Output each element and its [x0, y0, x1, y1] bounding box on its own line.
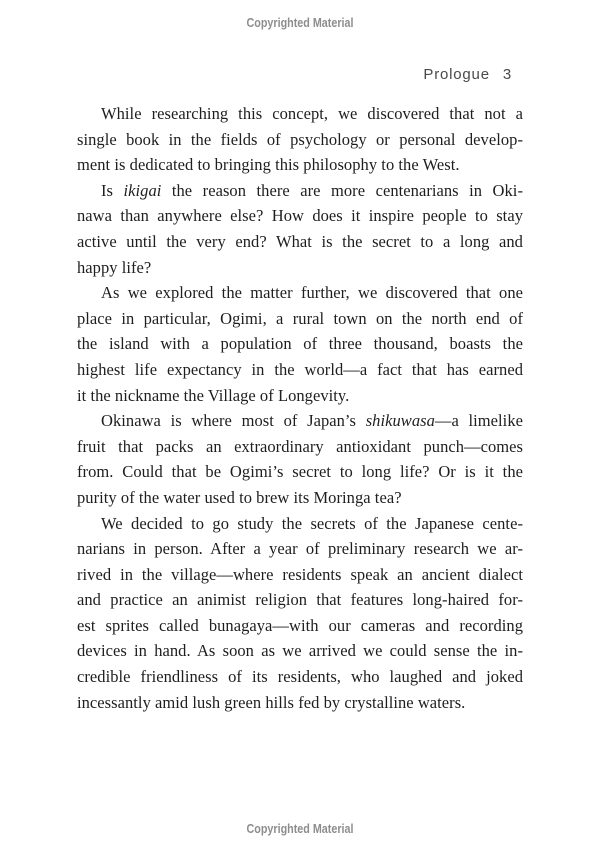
text-segment: the reason there are more centenarians in Oki-	[161, 180, 523, 200]
text-line	[77, 383, 523, 409]
copyright-watermark-bottom: Copyrighted Material	[246, 822, 354, 836]
text-segment: ment is dedicated to bringing this philosophy to the West.	[77, 155, 460, 175]
text-line	[77, 101, 523, 127]
text-segment: devices in hand. As soon as we arrived we could sense the in-	[77, 641, 523, 661]
text-line	[77, 485, 523, 511]
text-line	[77, 357, 523, 383]
chapter-label: Prologue	[423, 66, 490, 83]
text-segment: While researching this concept, we discovered that not a	[101, 104, 523, 123]
text-line	[77, 255, 523, 281]
text-line	[77, 408, 523, 434]
text-segment: incessantly amid lush green hills fed by crystalline waters.	[77, 692, 466, 712]
text-line	[77, 638, 523, 664]
text-segment: est sprites called bunagaya—with our cameras and recording	[77, 615, 523, 635]
paragraph	[77, 280, 523, 408]
text-line	[77, 331, 523, 357]
text-segment: happy life?	[77, 257, 152, 277]
text-segment: We decided to go study the secrets of the Japanese cente-	[101, 513, 523, 533]
copyright-watermark-top: Copyrighted Material	[246, 16, 354, 30]
text-line	[77, 306, 523, 332]
text-segment: active until the very end? What is the secret to a long and	[77, 231, 523, 251]
paragraph	[77, 408, 523, 510]
text-segment: purity of the water used to brew its Moringa tea?	[77, 487, 402, 507]
text-segment: —a limelike	[434, 411, 523, 431]
text-segment: it the nickname the Village of Longevity.	[77, 385, 350, 405]
text-line	[77, 152, 523, 178]
text-line	[77, 178, 523, 204]
italic-term: ikigai	[123, 180, 162, 200]
text-line	[77, 690, 523, 716]
text-line	[77, 664, 523, 690]
text-segment: credible friendliness of its residents, who laughed and joked	[77, 667, 523, 687]
text-segment: rived in the village—where residents speak an ancient dialect	[77, 564, 523, 584]
text-segment: the island with a population of three thousand, boasts the	[77, 334, 523, 354]
text-line	[77, 587, 523, 613]
text-line	[77, 203, 523, 229]
text-line	[77, 127, 523, 153]
page-number: 3	[502, 66, 512, 83]
text-segment: fruit that packs an extraordinary antioxidant punch—comes	[77, 436, 523, 456]
paragraph	[77, 511, 523, 716]
text-segment: Okinawa is where most of Japan’s	[101, 411, 366, 431]
text-line	[77, 434, 523, 460]
text-segment: place in particular, Ogimi, a rural town on the north end of	[77, 308, 523, 328]
text-segment: highest life expectancy in the world—a fact that has earned	[77, 359, 523, 379]
text-line	[77, 562, 523, 588]
text-segment: As we explored the matter further, we discovered that one	[101, 283, 523, 303]
body-text	[77, 101, 523, 715]
text-line	[77, 459, 523, 485]
paragraph	[77, 101, 523, 178]
text-segment: Is	[101, 180, 124, 200]
page-header	[423, 66, 512, 83]
text-line	[77, 536, 523, 562]
text-line	[77, 229, 523, 255]
paragraph	[77, 178, 523, 280]
text-segment: single book in the fields of psychology or personal develop-	[77, 129, 523, 149]
text-segment: from. Could that be Ogimi’s secret to long life? Or is it the	[77, 462, 523, 482]
text-line	[77, 511, 523, 537]
italic-term: shikuwasa	[365, 411, 435, 431]
text-segment: narians in person. After a year of preliminary research we ar-	[77, 539, 523, 559]
text-line	[77, 280, 523, 306]
text-segment: and practice an animist religion that features long-haired for-	[77, 590, 523, 610]
text-line	[77, 613, 523, 639]
text-segment: nawa than anywhere else? How does it inspire people to stay	[77, 206, 523, 226]
